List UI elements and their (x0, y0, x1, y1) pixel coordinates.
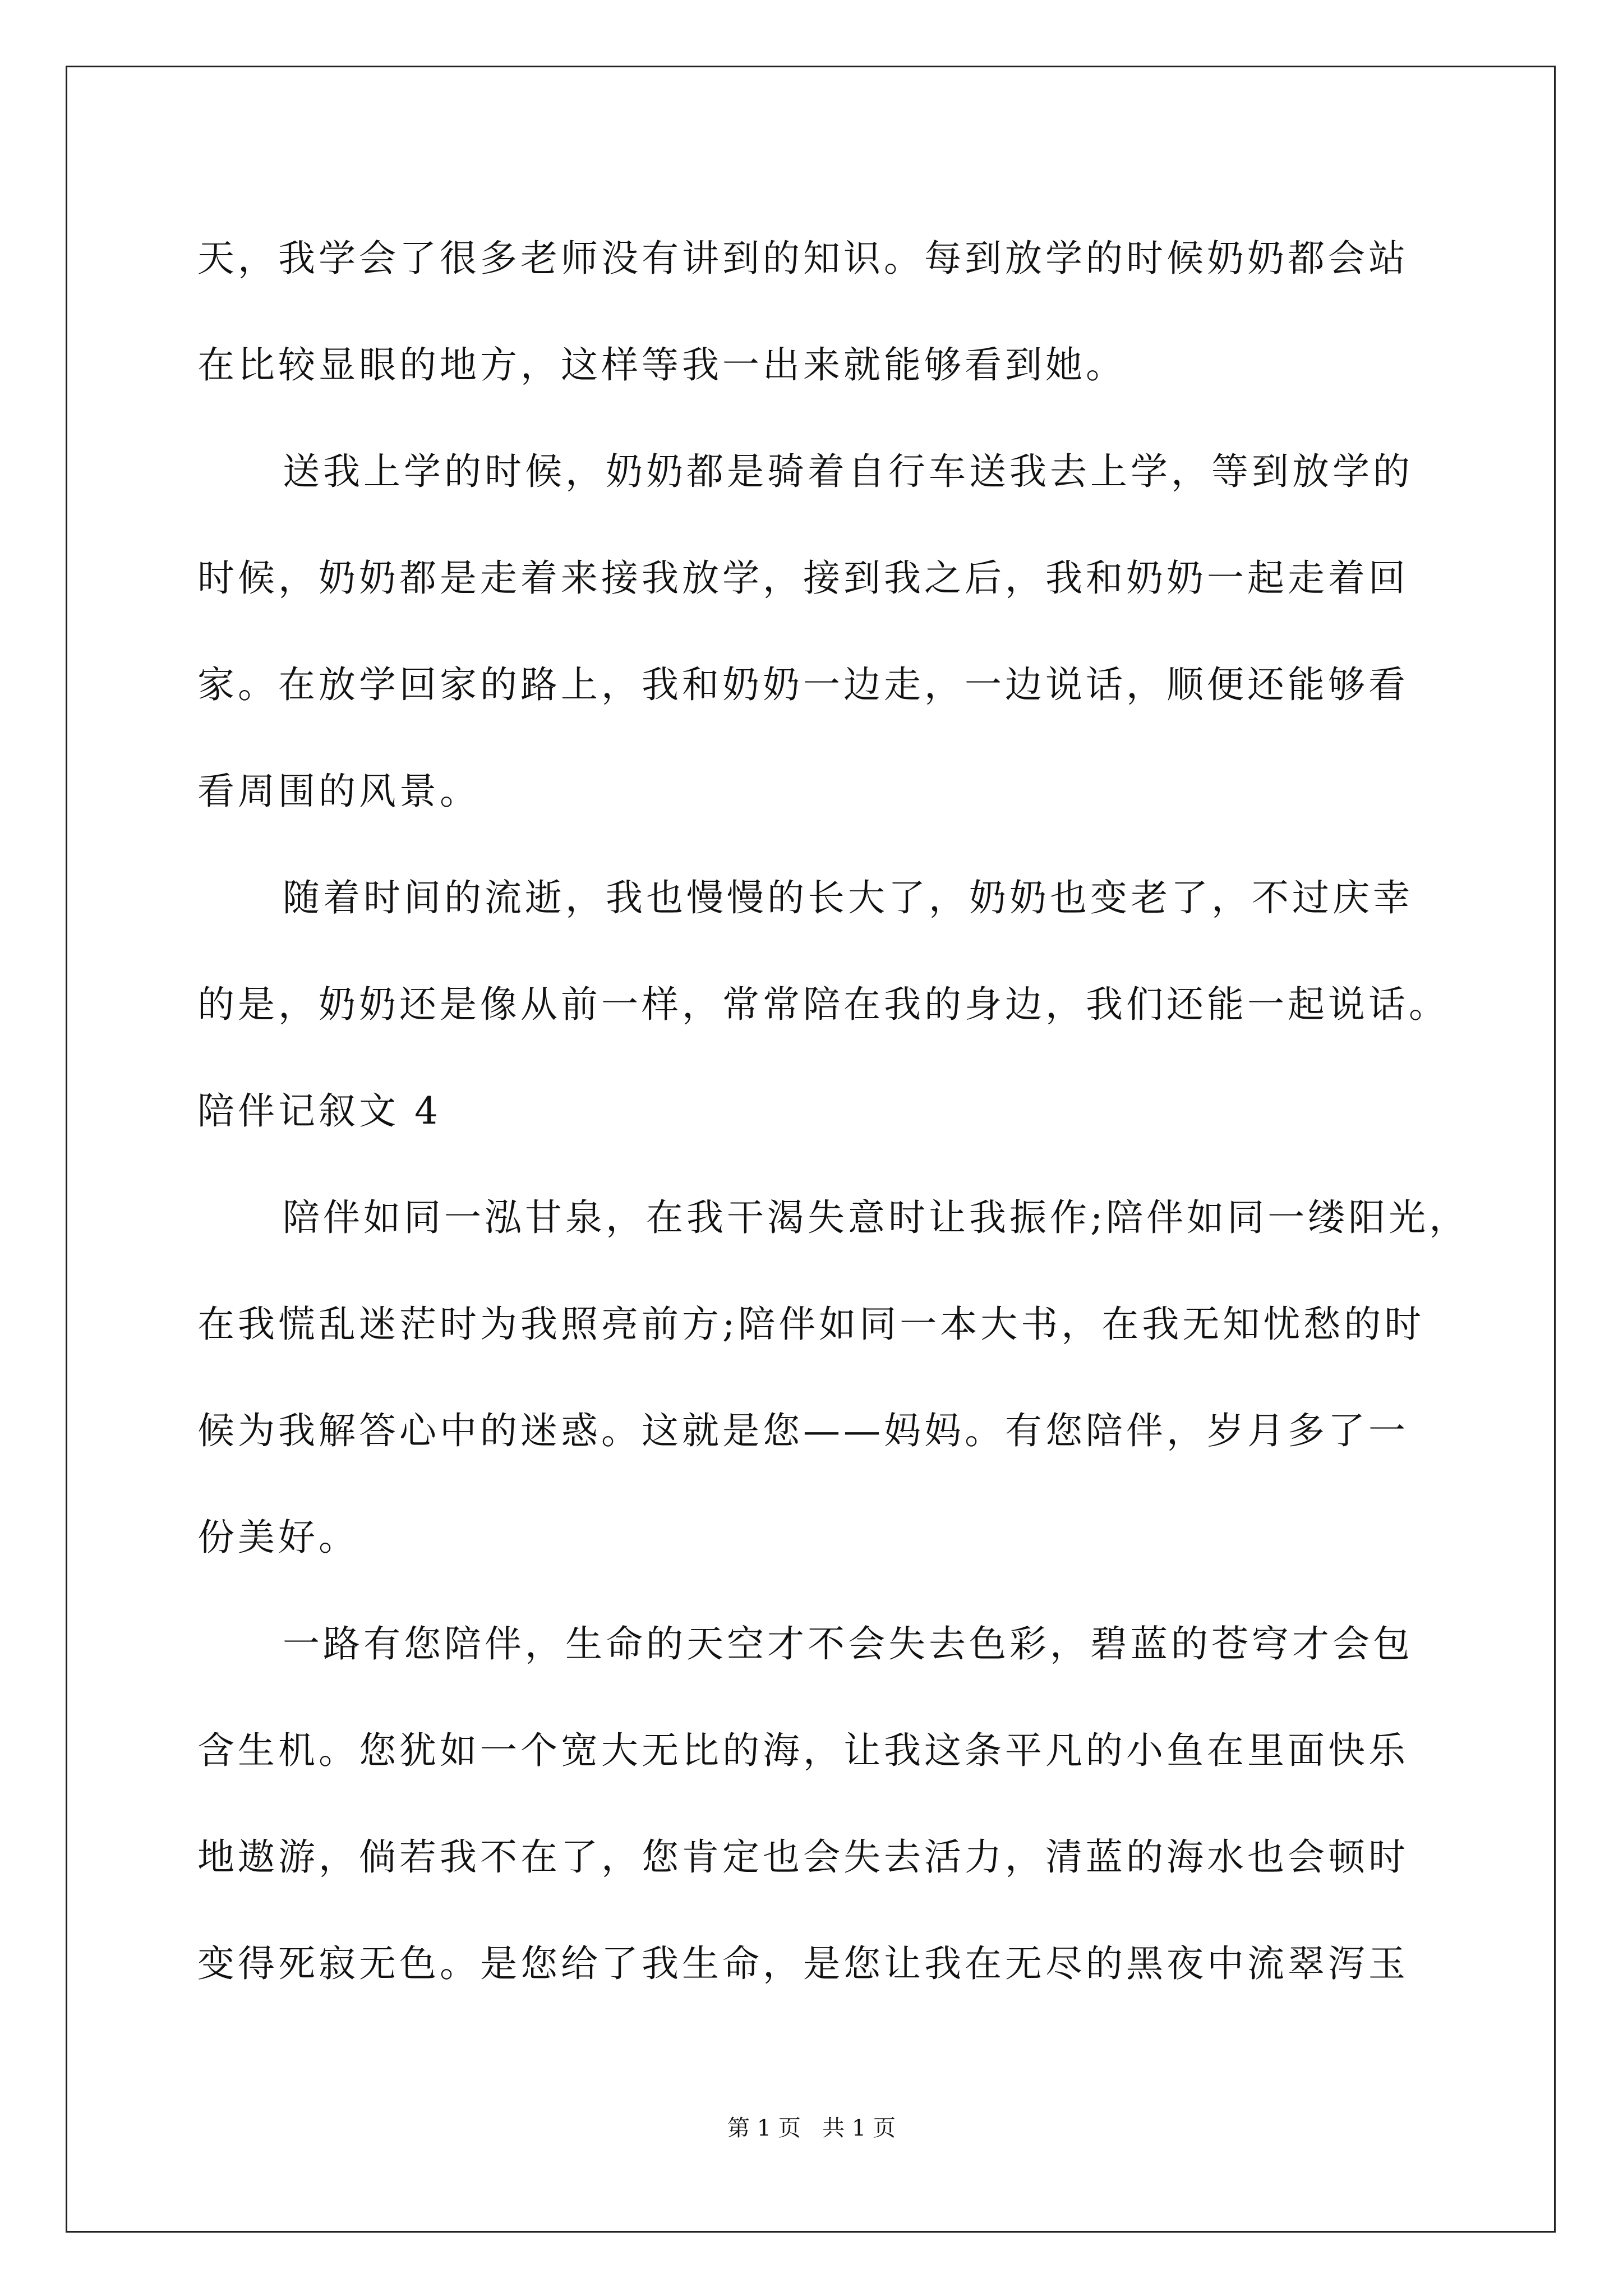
document-body (197, 205, 1487, 2017)
text-line: 一路有您陪伴，生命的天空才不会失去色彩，碧蓝的苍穹才会包 (283, 1622, 1413, 1665)
text-line: 地遨游，倘若我不在了，您肯定也会失去活力，清蓝的海水也会顿时 (197, 1835, 1409, 1879)
text-line: 候为我解答心中的迷惑。这就是您——妈妈。有您陪伴，岁月多了一 (197, 1409, 1409, 1452)
section-heading: 陪伴记叙文 4 (197, 1089, 441, 1133)
text-line: 在我慌乱迷茫时为我照亮前方;陪伴如同一本大书，在我无知忧愁的时 (197, 1303, 1425, 1346)
page-footer: 第 1 页 共 1 页 (727, 2115, 896, 2141)
text-line: 时候，奶奶都是走着来接我放学，接到我之后，我和奶奶一起走着回 (197, 556, 1409, 600)
text-line: 含生机。您犹如一个宽大无比的海，让我这条平凡的小鱼在里面快乐 (197, 1729, 1409, 1772)
text-line: 变得死寂无色。是您给了我生命，是您让我在无尽的黑夜中流翠泻玉 (197, 1942, 1409, 1985)
text-line: 份美好。 (197, 1516, 359, 1559)
text-line: 陪伴如同一泓甘泉，在我干渴失意时让我振作;陪伴如同一缕阳光， (283, 1196, 1470, 1239)
text-line: 在比较显眼的地方，这样等我一出来就能够看到她。 (197, 343, 1126, 386)
text-line: 送我上学的时候，奶奶都是骑着自行车送我去上学，等到放学的 (283, 450, 1413, 493)
text-line: 看周围的风景。 (197, 770, 480, 813)
text-line: 的是，奶奶还是像从前一样，常常陪在我的身边，我们还能一起说话。 (197, 983, 1449, 1026)
text-line: 家。在放学回家的路上，我和奶奶一边走，一边说话，顺便还能够看 (197, 663, 1409, 706)
text-line: 随着时间的流逝，我也慢慢的长大了，奶奶也变老了，不过庆幸 (283, 876, 1413, 919)
text-line: 天，我学会了很多老师没有讲到的知识。每到放学的时候奶奶都会站 (197, 237, 1409, 280)
